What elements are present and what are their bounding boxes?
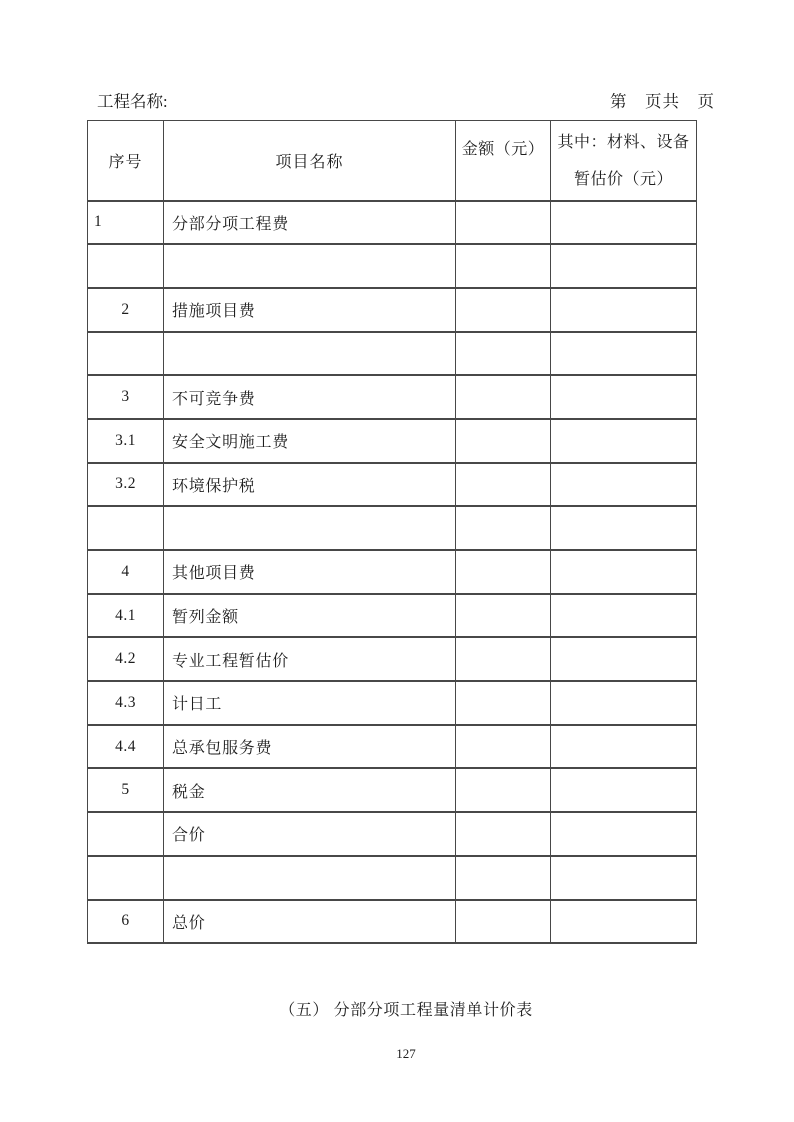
item-cell [164,506,456,550]
item-cell: 暂列金额 [164,594,456,638]
section-caption: （五） 分部分项工程量清单计价表 [279,1002,533,1019]
amount-cell [456,244,551,288]
amount-cell [456,900,551,944]
amount-cell [456,594,551,638]
cost-summary-table [87,120,697,944]
item-cell: 措施项目费 [164,288,456,332]
provisional-cell [551,681,697,725]
seq-cell [88,244,164,288]
item-cell [164,332,456,376]
col-header-provisional-line2: 暂估价（元） [573,171,673,189]
seq-cell: 4 [88,550,164,594]
item-cell: 分部分项工程费 [164,201,456,245]
amount-cell [456,419,551,463]
table-row [88,856,697,900]
item-cell: 环境保护税 [164,463,456,507]
seq-cell [88,856,164,900]
table-body [88,201,697,944]
seq-cell: 4.1 [88,594,164,638]
amount-cell [456,506,551,550]
seq-cell: 3.2 [88,463,164,507]
col-header-provisional-line1: 其中：材料、设备 [557,134,690,152]
provisional-cell [551,594,697,638]
table-row [88,550,697,594]
provisional-cell [551,812,697,856]
provisional-cell [551,375,697,419]
amount-cell [456,812,551,856]
table-row [88,332,697,376]
table-row [88,288,697,332]
provisional-cell [551,856,697,900]
page-header-line [97,88,715,112]
item-cell: 合价 [164,812,456,856]
provisional-cell [551,506,697,550]
provisional-cell [551,900,697,944]
provisional-cell [551,419,697,463]
col-header-provisional [551,121,697,201]
provisional-cell [551,332,697,376]
seq-cell: 4.3 [88,681,164,725]
table-row [88,375,697,419]
table-row [88,506,697,550]
item-cell [164,244,456,288]
item-cell: 不可竞争费 [164,375,456,419]
table-header [88,121,697,201]
table-row [88,900,697,944]
item-cell: 税金 [164,768,456,812]
page-number: 127 [396,1046,416,1061]
seq-cell: 2 [88,288,164,332]
table-row [88,419,697,463]
amount-cell [456,201,551,245]
item-cell: 专业工程暂估价 [164,637,456,681]
provisional-cell [551,725,697,769]
seq-cell: 3 [88,375,164,419]
provisional-cell [551,201,697,245]
table-row [88,463,697,507]
item-cell: 安全文明施工费 [164,419,456,463]
table-row [88,201,697,245]
project-name-label: 工程名称: [97,92,168,111]
amount-cell [456,288,551,332]
seq-cell [88,812,164,856]
item-cell: 总承包服务费 [164,725,456,769]
table-row [88,812,697,856]
amount-cell [456,681,551,725]
amount-cell [456,856,551,900]
seq-cell [88,506,164,550]
table-row [88,725,697,769]
col-header-seq: 序号 [88,121,164,201]
table-row [88,681,697,725]
seq-cell: 4.4 [88,725,164,769]
item-cell [164,856,456,900]
seq-cell: 4.2 [88,637,164,681]
provisional-cell [551,637,697,681]
page-indicator: 第 页共 页 [610,92,715,111]
seq-cell: 1 [88,201,164,245]
item-cell: 总价 [164,900,456,944]
item-cell: 计日工 [164,681,456,725]
col-header-amount: 金额（元） [456,121,551,201]
amount-cell [456,332,551,376]
table-row [88,244,697,288]
amount-cell [456,463,551,507]
seq-cell: 5 [88,768,164,812]
col-header-item: 项目名称 [164,121,456,201]
provisional-cell [551,768,697,812]
table-row [88,594,697,638]
provisional-cell [551,463,697,507]
amount-cell [456,725,551,769]
seq-cell: 3.1 [88,419,164,463]
provisional-cell [551,288,697,332]
amount-cell [456,768,551,812]
item-cell: 其他项目费 [164,550,456,594]
amount-cell [456,550,551,594]
amount-cell [456,637,551,681]
provisional-cell [551,244,697,288]
table-row [88,768,697,812]
table-row [88,637,697,681]
amount-cell [456,375,551,419]
seq-cell: 6 [88,900,164,944]
provisional-cell [551,550,697,594]
header-row [88,121,697,201]
seq-cell [88,332,164,376]
